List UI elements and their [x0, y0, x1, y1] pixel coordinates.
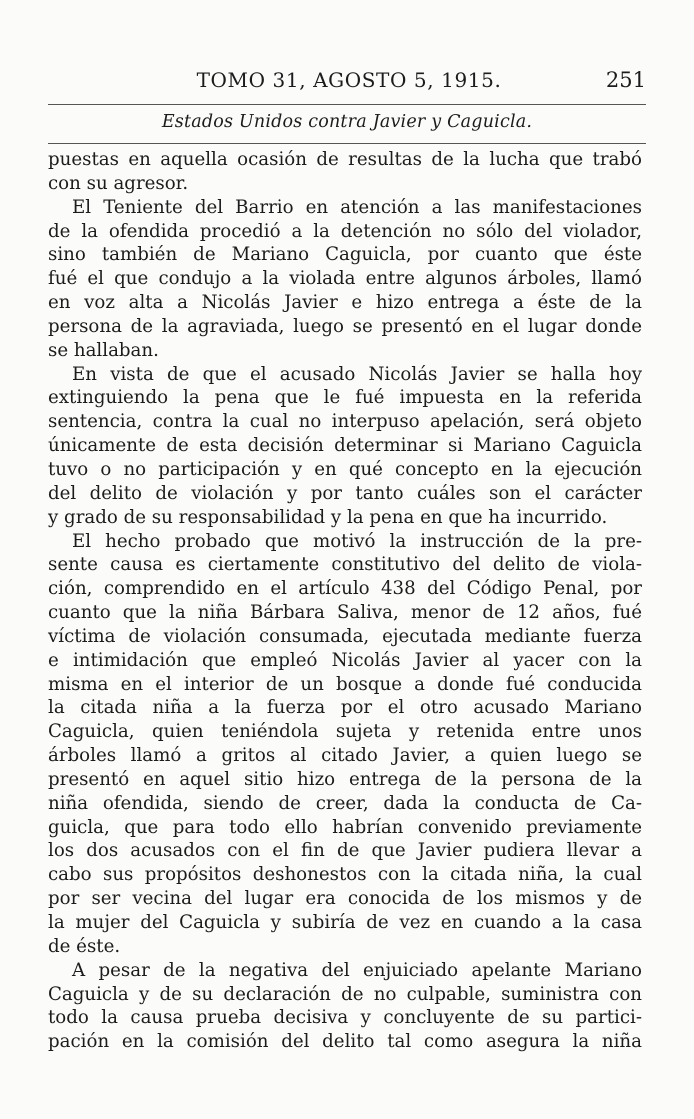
text-line: del delito de violación y por tanto cuáles son el carácter — [48, 482, 642, 504]
running-header — [48, 64, 650, 104]
header-divider-bottom — [48, 143, 646, 144]
text-line: A pesar de la negativa del enjuiciado apelante Mariano — [72, 959, 642, 981]
text-line: se hallaban. — [48, 339, 159, 361]
text-line: En vista de que el acusado Nicolás Javier se halla hoy — [72, 363, 642, 385]
text-line: e intimidación que empleó Nicolás Javier al yacer con la — [48, 649, 642, 671]
text-line: únicamente de esta decisión determinar si Mariano Caguicla — [48, 435, 642, 457]
text-line: guicla, que para todo ello habrían convenido previamente — [48, 816, 642, 838]
text-line: y grado de su responsabilidad y la pena en que ha incurrido. — [48, 506, 608, 528]
text-line: la citada niña a la fuerza por el otro acusado Mariano — [48, 697, 642, 719]
text-line: ción, comprendido en el artículo 438 del Código Penal, por — [48, 578, 642, 600]
text-line: fué el que condujo a la violada entre algunos árboles, llamó — [48, 268, 642, 290]
volume-date-heading: TOMO 31, AGOSTO 5, 1915. — [196, 68, 502, 92]
text-line: los dos acusados con el fin de que Javier pudiera llevar a — [48, 840, 642, 862]
text-line: árboles llamó a gritos al citado Javier, a quien luego se — [48, 745, 642, 767]
text-line: de éste. — [48, 935, 121, 957]
text-line: todo la causa prueba decisiva y concluyente de su partici- — [48, 1007, 642, 1029]
text-line: pación en la comisión del delito tal como asegura la niña — [48, 1031, 642, 1053]
text-line: Caguicla y de su declaración de no culpable, suministra con — [48, 983, 642, 1005]
text-line: con su agresor. — [48, 172, 189, 194]
paragraph — [48, 530, 642, 959]
paragraph — [48, 959, 642, 1054]
page-number: 251 — [605, 68, 646, 92]
paragraph — [48, 363, 642, 530]
text-line: extinguiendo la pena que le fué impuesta en la referida — [48, 387, 642, 409]
text-line: El hecho probado que motivó la instrucción de la pre- — [72, 530, 642, 552]
text-line: sente causa es ciertamente constitutivo del delito de viola- — [48, 554, 642, 576]
text-line: El Teniente del Barrio en atención a las manifestaciones — [72, 196, 642, 218]
text-line: misma en el interior de un bosque a donde fué conducida — [48, 673, 642, 695]
text-line: la mujer del Caguicla y subiría de vez en cuando a la casa — [48, 912, 642, 933]
text-line: cuanto que la niña Bárbara Saliva, menor de 12 años, fué — [48, 602, 642, 624]
text-line: víctima de violación consumada, ejecutada mediante fuerza — [48, 625, 642, 647]
text-line: cabo sus propósitos deshonestos con la citada niña, la cual — [48, 864, 642, 886]
text-line: presentó en aquel sitio hizo entrega de la persona de la — [48, 768, 642, 790]
text-line: sino también de Mariano Caguicla, por cuanto que éste — [48, 244, 642, 266]
header-divider-top — [48, 104, 646, 105]
paragraph — [48, 148, 642, 196]
text-line: tuvo o no participación y en qué concepto en la ejecución — [48, 458, 642, 480]
text-line: de la ofendida procedió a la detención no sólo del violador, — [48, 220, 642, 242]
text-line: persona de la agraviada, luego se presentó en el lugar donde — [48, 315, 642, 337]
text-line: por ser vecina del lugar era conocida de los mismos y de — [48, 888, 642, 910]
text-line: en voz alta a Nicolás Javier e hizo entrega a éste de la — [48, 292, 642, 314]
text-line: puestas en aquella ocasión de resultas de la lucha que trabó — [48, 149, 642, 170]
text-line: sentencia, contra la cual no interpuso apelación, será objeto — [48, 411, 642, 433]
text-line: Caguicla, quien teniéndola sujeta y retenida entre unos — [48, 721, 642, 743]
case-title: Estados Unidos contra Javier y Caguicla. — [161, 112, 533, 132]
paragraph — [48, 196, 642, 363]
text-line: niña ofendida, siendo de creer, dada la conducta de Ca- — [48, 792, 642, 814]
body-text — [48, 148, 642, 1054]
